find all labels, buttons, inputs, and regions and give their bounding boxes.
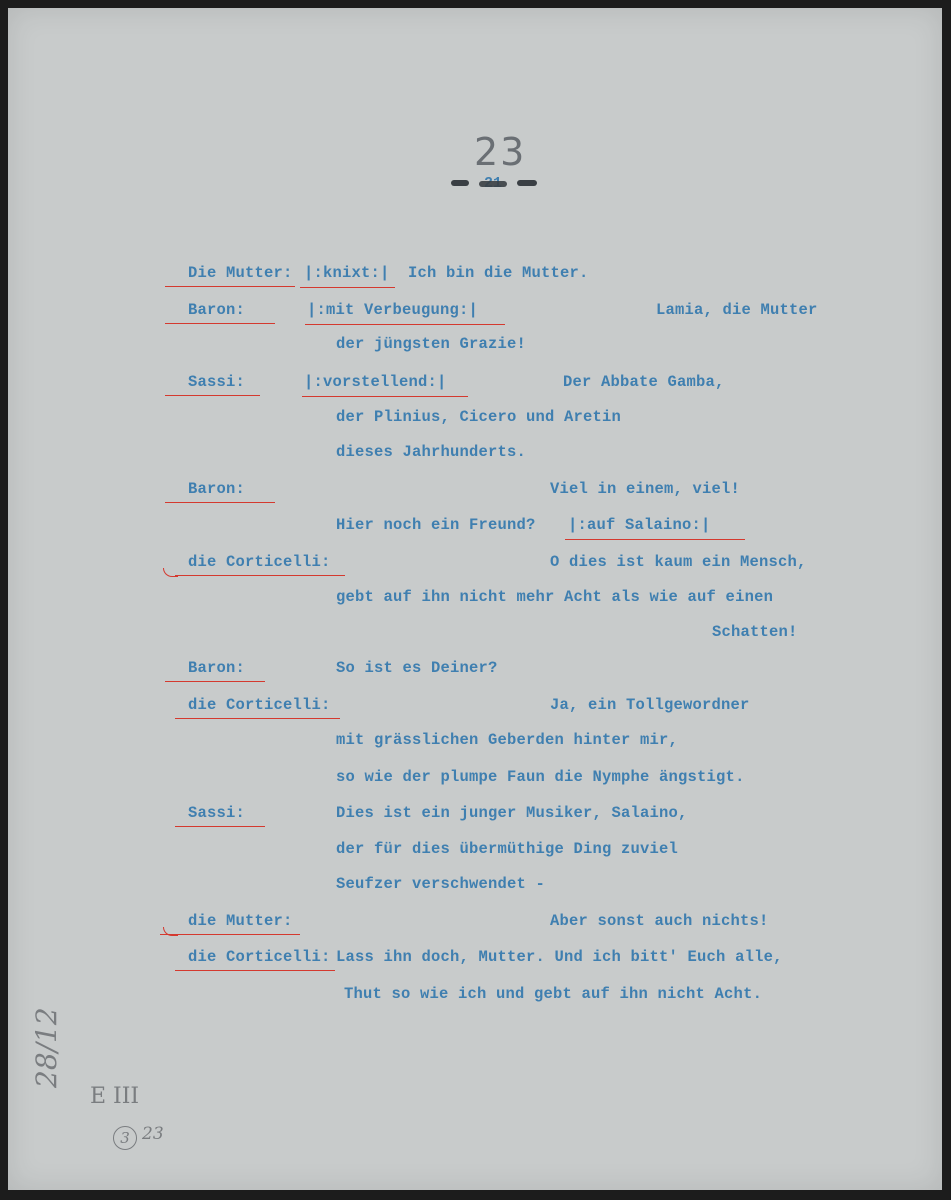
- handwritten-page-number: 23: [474, 130, 527, 174]
- archive-page-mark: 23: [142, 1124, 164, 1144]
- dialogue-text: Dies ist ein junger Musiker, Salaino,: [336, 804, 688, 822]
- speaker-name: Die Mutter:: [188, 264, 293, 282]
- dialogue-text: so wie der plumpe Faun die Nymphe ängstigt.: [336, 768, 745, 786]
- archive-circled-number: 3: [113, 1126, 137, 1150]
- dialogue-text: der für dies übermüthige Ding zuviel: [336, 840, 679, 858]
- strike-over: [479, 181, 507, 187]
- dialogue-text: Aber sonst auch nichts!: [550, 912, 769, 930]
- dialogue-text: So ist es Deiner?: [336, 659, 498, 677]
- dialogue-text: Ja, ein Tollgewordner: [550, 696, 750, 714]
- speaker-underline: [160, 934, 300, 935]
- stage-direction-underline: [305, 324, 505, 325]
- dialogue-text: Hier noch ein Freund?: [336, 516, 536, 534]
- speaker-name: Sassi:: [188, 804, 246, 822]
- stage-direction: |:knixt:|: [304, 264, 390, 282]
- strike-right: [517, 180, 537, 186]
- typed-page-number: [451, 175, 537, 191]
- stage-direction: |:auf Salaino:|: [568, 516, 711, 534]
- speaker-name: die Corticelli:: [188, 553, 331, 571]
- dialogue-text: gebt auf ihn nicht mehr Acht als wie auf einen: [336, 588, 774, 606]
- speaker-underline: [165, 323, 275, 324]
- dialogue-text: mit grässlichen Geberden hinter mir,: [336, 731, 679, 749]
- dialogue-text: O dies ist kaum ein Mensch,: [550, 553, 807, 571]
- stage-direction-underline: [302, 396, 468, 397]
- speaker-name: Baron:: [188, 659, 246, 677]
- speaker-underline: [175, 718, 340, 719]
- speaker-underline: [175, 970, 335, 971]
- stage-direction-underline: [565, 539, 745, 540]
- speaker-underline: [175, 575, 345, 576]
- strike-left: [451, 180, 469, 186]
- stage-direction-underline: [300, 287, 395, 288]
- speaker-name: die Corticelli:: [188, 696, 331, 714]
- speaker-underline-hook: [163, 568, 178, 577]
- dialogue-text: Seufzer verschwendet -: [336, 875, 546, 893]
- speaker-underline: [165, 681, 265, 682]
- dialogue-text: Ich bin die Mutter.: [408, 264, 589, 282]
- dialogue-text: Viel in einem, viel!: [550, 480, 741, 498]
- dialogue-text: der Plinius, Cicero und Aretin: [336, 408, 622, 426]
- stage-direction: |:vorstellend:|: [304, 373, 447, 391]
- manuscript-page: [8, 8, 942, 1190]
- speaker-name: Baron:: [188, 480, 246, 498]
- speaker-name: die Mutter:: [188, 912, 293, 930]
- speaker-name: die Corticelli:: [188, 948, 331, 966]
- speaker-name: Baron:: [188, 301, 246, 319]
- speaker-underline: [165, 395, 260, 396]
- dialogue-text: Der Abbate Gamba,: [563, 373, 725, 391]
- dialogue-text: Schatten!: [712, 623, 798, 641]
- dialogue-text: Lass ihn doch, Mutter. Und ich bitt' Euch alle,: [336, 948, 783, 966]
- dialogue-text: dieses Jahrhunderts.: [336, 443, 527, 461]
- dialogue-text: Lamia, die Mutter: [656, 301, 818, 319]
- archive-shelf-mark: E III: [90, 1084, 140, 1109]
- speaker-name: Sassi:: [188, 373, 246, 391]
- dialogue-text: Thut so wie ich und gebt auf ihn nicht Acht.: [344, 985, 763, 1003]
- speaker-underline: [165, 286, 295, 287]
- stage-direction: |:mit Verbeugung:|: [307, 301, 479, 319]
- archive-vertical-number: 28/12: [30, 1007, 63, 1088]
- speaker-underline: [175, 826, 265, 827]
- dialogue-text: der jüngsten Grazie!: [336, 335, 527, 353]
- speaker-underline: [165, 502, 275, 503]
